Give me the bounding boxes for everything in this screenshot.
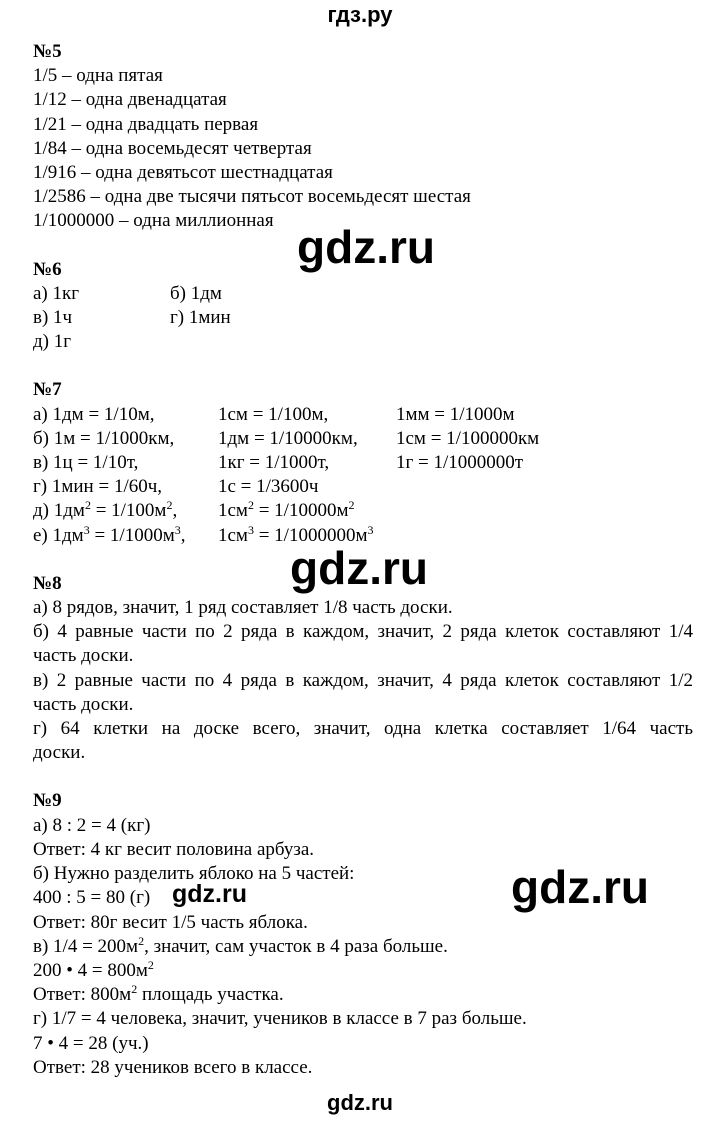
task-6-b: б) 1дм (170, 282, 222, 304)
task-7-a-col3: 1мм = 1/1000м (396, 403, 515, 425)
task-8-g-line1: г) 64 клетки на доске всего, значит, одна клетка составляет 1/64 часть (33, 718, 693, 740)
task-9-line: б) Нужно разделить яблоко на 5 частей: (33, 863, 355, 885)
task-5-line: 1/916 – одна девятьсот шестнадцатая (33, 162, 333, 184)
task-9-line: г) 1/7 = 4 человека, значит, учеников в классе в 7 раз больше. (33, 1008, 527, 1030)
task-5-line: 1/21 – одна двадцать первая (33, 113, 259, 135)
task-7-a-col2: 1см = 1/100м, (218, 403, 329, 425)
task-7-row-d (33, 499, 693, 523)
task-7-row-v (33, 451, 693, 475)
task-6-a: а) 1кг (33, 282, 80, 304)
site-header: гдз.ру (327, 2, 393, 27)
task-6-g: г) 1мин (170, 307, 231, 329)
task-6-row (33, 306, 693, 330)
task-5-line: 1/1000000 – одна миллионная (33, 210, 274, 232)
task-7-row-a (33, 403, 693, 427)
task-9-line: Ответ: 80г весит 1/5 часть яблока. (33, 911, 308, 933)
task-8-g-line2: доски. (33, 742, 86, 764)
task-8-b-line1: б) 4 равные части по 2 ряда в каждом, значит, 2 ряда клеток составляют 1/4 (33, 621, 693, 643)
task-7-a-col1: а) 1дм = 1/10м, (33, 403, 155, 425)
watermark: gdz.ru (511, 861, 649, 913)
task-7-d-col2: $1см^2 = 1/10000м^2$ (218, 498, 355, 522)
task-6-v: в) 1ч (33, 307, 73, 329)
task-7-b-col2: 1дм = 1/10000км, (218, 427, 358, 449)
task-7-v-col1: в) 1ц = 1/10т, (33, 452, 139, 474)
task-8-a: а) 8 рядов, значит, 1 ряд составляет 1/8 часть доски. (33, 597, 453, 619)
task-9-line: в) $1/4 = 200м^2$, значит, сам участок в 4 раза больше. (33, 933, 448, 957)
task-7-v-col2: 1кг = 1/1000т, (218, 452, 330, 474)
task-7-g-col1: г) 1мин = 1/60ч, (33, 476, 163, 498)
task-7-e-col1: е) $1дм^3 = 1/1000м^3$, (33, 522, 186, 546)
task-5-line: 1/12 – одна двенадцатая (33, 89, 227, 111)
task-5-line: 1/2586 – одна две тысячи пятьсот восемьдесят шестая (33, 186, 471, 208)
task-5-title: №5 (33, 41, 62, 62)
task-9-title: №9 (33, 790, 62, 812)
task-7-row-g (33, 475, 693, 499)
task-9-line: 400 : 5 = 80 (г) (33, 887, 151, 909)
task-8-title: №8 (33, 572, 62, 594)
task-6-row (33, 282, 693, 306)
task-5-line: 1/5 – одна пятая (33, 65, 163, 87)
task-6-d: д) 1г (33, 331, 72, 353)
task-7-d-col1: д) $1дм^2 = 1/100м^2$, (33, 498, 178, 522)
watermark: gdz.ru (297, 221, 435, 273)
task-9-line: Ответ: 28 учеников всего в классе. (33, 1056, 313, 1078)
watermark: gdz.ru (172, 880, 247, 908)
task-7-row-b (33, 427, 693, 451)
task-7-v-col3: 1г = 1/1000000т (396, 452, 524, 474)
task-8-v-line2: часть доски. (33, 693, 134, 715)
task-8-b-line2: часть доски. (33, 645, 134, 667)
task-7-b-col3: 1см = 1/100000км (396, 427, 540, 449)
task-9-line: Ответ: $800м^2$ площадь участка. (33, 982, 284, 1006)
task-9-line: 7 • 4 = 28 (уч.) (33, 1032, 149, 1054)
task-7-g-col2: 1с = 1/3600ч (218, 476, 319, 498)
task-8-v-line1: в) 2 равные части по 4 ряда в каждом, значит, 4 ряда клеток составляют 1/2 (33, 669, 693, 691)
task-9-line: Ответ: 4 кг весит половина арбуза. (33, 838, 315, 860)
task-7-e-col2: $1см^3 = 1/1000000м^3$ (218, 522, 374, 546)
task-9-line: а) 8 : 2 = 4 (кг) (33, 814, 151, 836)
task-7-b-col1: б) 1м = 1/1000км, (33, 427, 175, 449)
task-6-title: №6 (33, 258, 62, 280)
task-9-line: 200 • $4 = 800м^2$ (33, 957, 154, 981)
task-5-line: 1/84 – одна восемьдесят четвертая (33, 137, 312, 159)
task-7-title: №7 (33, 379, 62, 401)
site-footer: gdz.ru (327, 1090, 393, 1115)
watermark: gdz.ru (290, 542, 428, 594)
